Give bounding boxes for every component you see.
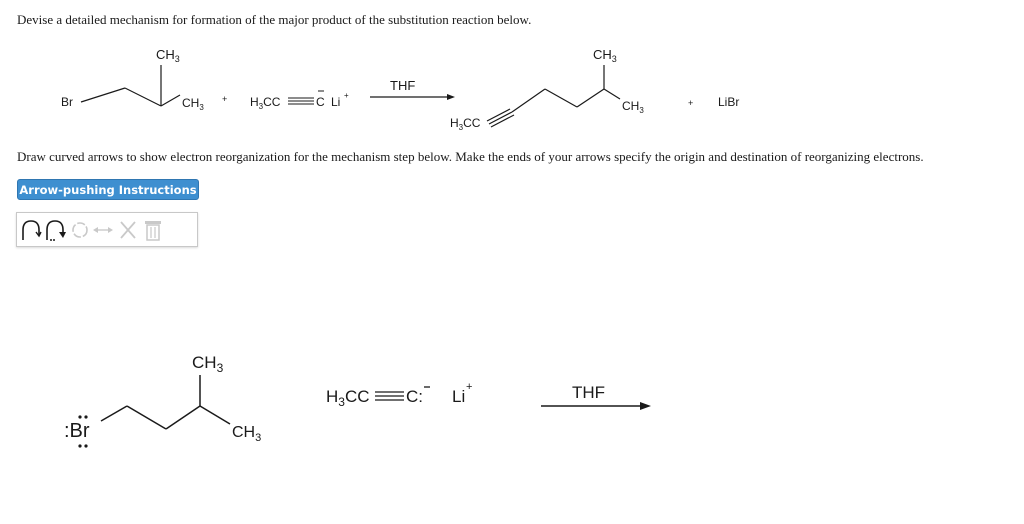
nucleophile-triple-bond [375,392,404,400]
reaction-scheme [0,35,1024,135]
mechanism-li: Li [452,387,466,406]
product-h3cc: $H_3CC$ [450,116,481,132]
reagent-triple-bond [288,98,314,104]
product-ch3-right: $CH_3$ [622,99,644,115]
reactant-br: Br [61,95,73,109]
plus-2: + [688,98,694,108]
nucleophile-carbanion: C: [406,387,423,406]
resonance-arrow-tool[interactable] [91,217,115,243]
reagent-li-charge: + [344,91,349,100]
resonance-arrow-icon [91,217,115,243]
lasso-icon [69,217,91,243]
product-skeleton [487,65,620,127]
mechanism-ch3-top: $CH_3$ [192,353,224,375]
mechanism-nucleophile: $H_3CC$ [326,387,370,409]
mechanism-solvent: THF [572,383,606,402]
delete-icon [117,217,139,243]
reactant-skeleton [81,65,180,106]
mechanism-li-charge: + [466,381,473,393]
substrate-skeleton [101,375,230,429]
double-electron-arrow-icon [44,217,66,243]
plus-1: + [222,94,228,104]
trash-tool[interactable] [142,217,164,243]
reagent: $H_3CC$ [250,95,281,111]
reagent-li: Li [331,95,341,109]
single-electron-arrow-icon [20,217,42,243]
mechanism-br: :Br [64,420,90,442]
single-electron-arrow-tool[interactable] [20,217,42,243]
instruction-text: Draw curved arrows to show electron reorganization for the mechanism step below. Make the ends of your arrows specify the origin and destination of reorganizing electrons. [17,149,924,164]
byproduct-libr: LiBr [718,95,740,109]
trash-icon [142,217,164,243]
double-electron-arrow-tool[interactable] [44,217,66,243]
arrow-toolbar [16,212,198,247]
reactant-ch3-right: $CH_3$ [182,96,204,112]
product-ch3-top: $CH_3$ [593,47,617,64]
delete-tool[interactable] [117,217,139,243]
question-text: Devise a detailed mechanism for formation of the major product of the substitution reaction below. [17,12,532,27]
arrow-pushing-instructions-button[interactable]: Arrow-pushing Instructions [17,179,199,200]
reagent-carbanion: C [316,95,325,109]
reactant-ch3-top: $CH_3$ [156,47,180,64]
lasso-tool[interactable] [69,217,91,243]
mechanism-ch3-bottom: $CH_3$ [232,424,262,444]
solvent-label: THF [390,78,416,93]
mechanism-canvas[interactable] [0,340,1024,524]
